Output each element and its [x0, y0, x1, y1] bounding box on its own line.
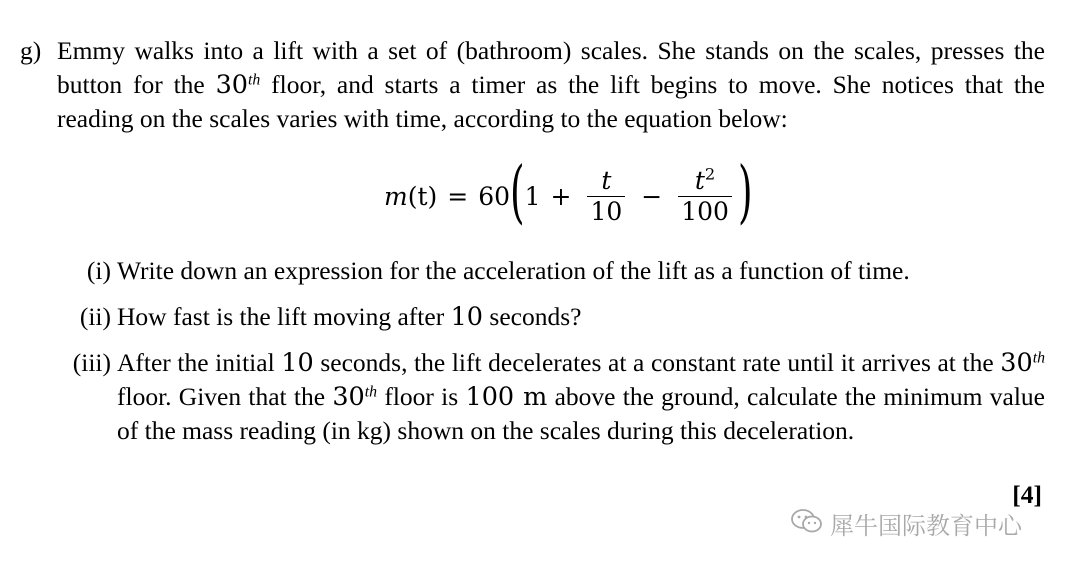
part-text: How fast is the lift moving after 10 seconds? — [117, 302, 582, 332]
question-intro — [20, 34, 1045, 136]
part-number: (i) — [86, 256, 111, 285]
question-label: g) — [20, 36, 42, 65]
watermark-text: 犀牛国际教育中心 — [830, 512, 1022, 540]
part-number: (iii) — [72, 348, 111, 377]
wechat-icon — [790, 508, 824, 540]
question-text: Emmy walks into a lift with a set of (bathroom) scales. She stands on the scales, presses the button for the 30th floor, and starts a timer as the lift begins to move. She notices that the reading on the scales varies with time, according to the equation below: — [57, 36, 1045, 133]
part-text: Write down an expression for the acceleration of the lift as a function of time. — [117, 256, 910, 285]
fraction-t-over-10: $\frac{t}{10}$ — [587, 166, 625, 227]
mass-equation: m (t) = 60 ( 1 + $\frac{t}{10}$ − $\frac{t^2}{100}$ ) — [384, 153, 753, 232]
watermark — [790, 506, 1022, 541]
fraction-t2-over-100: $\frac{t^2}{100}$ — [678, 166, 732, 227]
part-i — [60, 254, 1045, 288]
marks-label: [4] — [1012, 480, 1042, 509]
right-paren: ) — [737, 153, 753, 232]
part-number: (ii) — [79, 302, 111, 331]
left-paren: ( — [510, 153, 525, 232]
part-ii — [60, 300, 1045, 334]
question-parts — [60, 254, 1045, 460]
part-text: After the initial 10 seconds, the lift decelerates at a constant rate until it arrives at the 30th floor. Given that the 30th floor is 100 m above the ground, calculate the minimum value of the mass reading (in kg) shown on the scales during this deceleration. — [117, 348, 1045, 445]
equation-coefficient: 60 — [478, 181, 511, 211]
floor-superscript: th — [248, 71, 261, 89]
floor-number: 30 — [215, 70, 249, 100]
part-iii — [60, 346, 1045, 448]
